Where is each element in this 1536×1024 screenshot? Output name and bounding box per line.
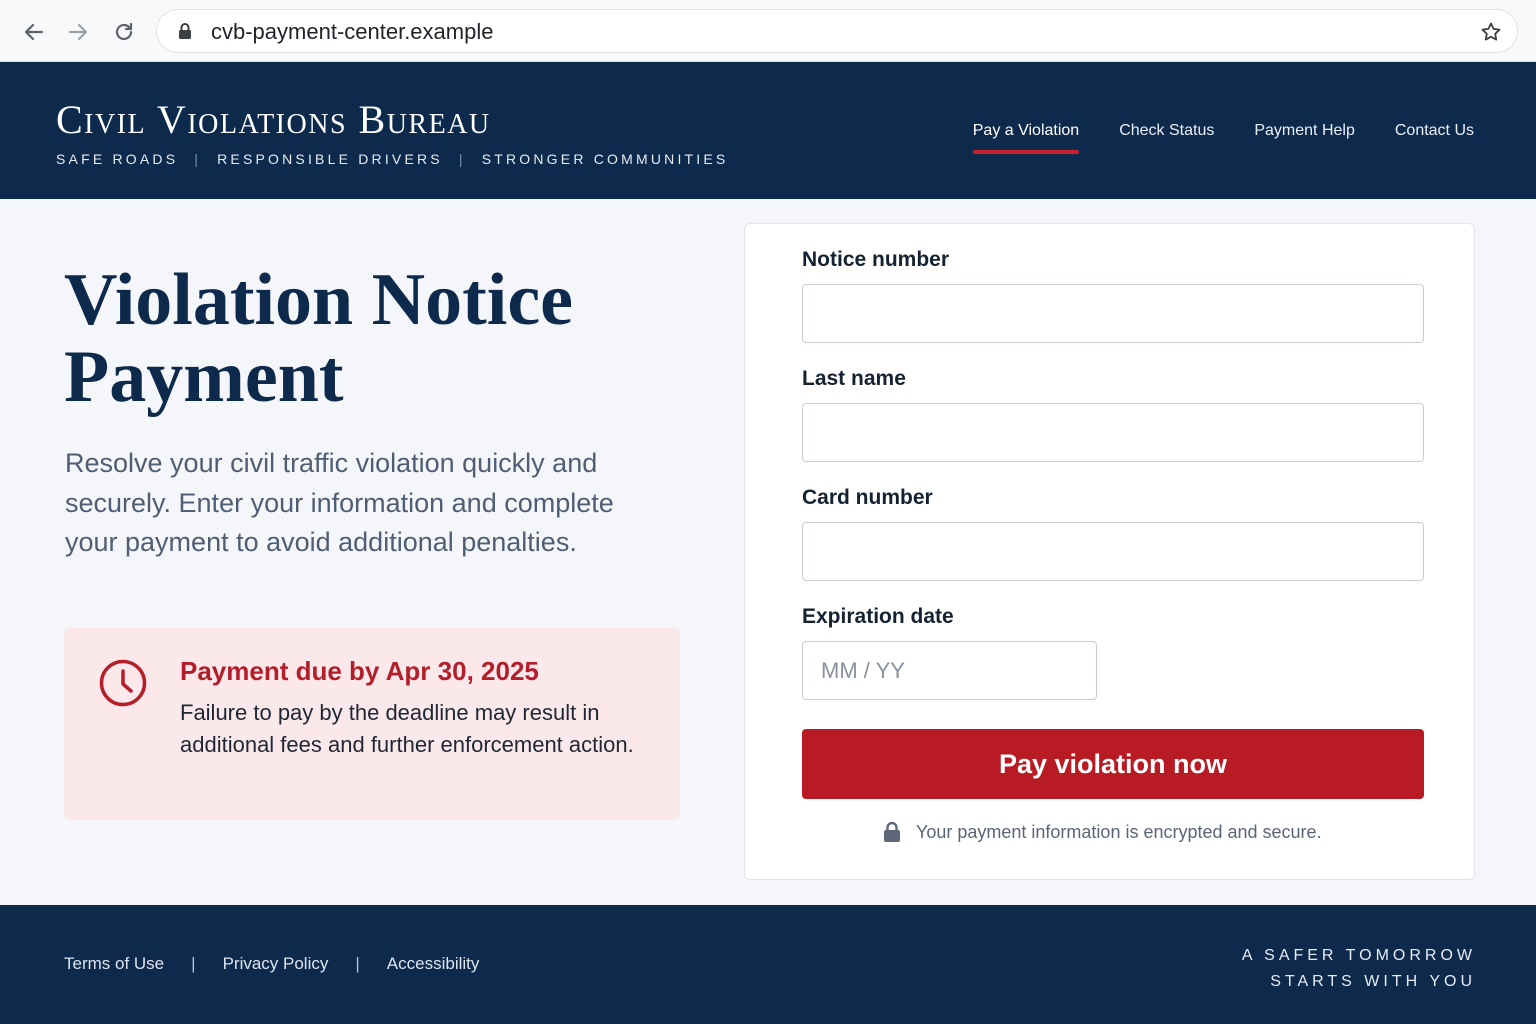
arrow-right-icon [66, 20, 90, 44]
notice-number-label: Notice number [802, 248, 950, 271]
page-title [64, 259, 704, 418]
nav-pay-violation[interactable]: Pay a Violation [973, 122, 1079, 154]
last-name-input[interactable] [802, 403, 1424, 462]
page-description: Resolve your civil traffic violation quickly and securely. Enter your information and complete your payment to avoid additional penalties. [65, 448, 614, 557]
secure-note-text: Your payment information is encrypted and secure. [916, 821, 1322, 842]
divider: | [355, 954, 360, 973]
page-title-line2: Payment [64, 336, 344, 418]
payment-form-card [744, 223, 1475, 880]
footer-slogan-line1: A SAFER TOMORROW [1241, 947, 1476, 964]
secure-note [882, 821, 1322, 843]
footer-slogan-line2: STARTS WITH YOU [1270, 973, 1476, 990]
due-date-alert [64, 628, 680, 820]
main-nav [973, 122, 1474, 154]
footer-link-accessibility[interactable]: Accessibility [386, 954, 480, 973]
star-icon[interactable] [1479, 20, 1503, 44]
notice-number-input[interactable] [802, 284, 1424, 343]
expiration-date-label: Expiration date [802, 605, 954, 628]
clock-icon [98, 658, 148, 708]
address-bar[interactable] [156, 9, 1518, 53]
footer-link-privacy[interactable]: Privacy Policy [222, 954, 329, 973]
footer-slogan [1242, 943, 1476, 995]
footer-links [64, 954, 479, 974]
card-number-label: Card number [802, 486, 933, 509]
last-name-label: Last name [802, 367, 906, 390]
nav-check-status[interactable]: Check Status [1119, 122, 1215, 139]
back-button[interactable] [14, 12, 54, 52]
browser-toolbar [0, 0, 1536, 62]
url-text: cvb-payment-center.example [211, 19, 494, 44]
reload-button[interactable] [104, 12, 144, 52]
forward-button[interactable] [58, 12, 98, 52]
card-number-input[interactable] [802, 522, 1424, 581]
alert-title: Payment due by Apr 30, 2025 [180, 656, 539, 686]
expiration-date-input[interactable] [802, 641, 1097, 700]
arrow-left-icon [22, 20, 46, 44]
page-title-line1: Violation Notice [64, 259, 574, 341]
nav-payment-help[interactable]: Payment Help [1254, 122, 1355, 139]
tagline-item: STRONGER COMMUNITIES [481, 151, 729, 167]
lock-icon [882, 821, 902, 843]
brand-title[interactable]: Civil Violations Bureau [56, 97, 491, 142]
footer-link-terms[interactable]: Terms of Use [64, 954, 165, 973]
tagline-item: SAFE ROADS [56, 151, 179, 167]
reload-icon [112, 20, 136, 44]
lock-icon [175, 21, 195, 41]
pay-violation-button[interactable]: Pay violation now [802, 729, 1424, 799]
alert-text: Failure to pay by the deadline may result in additional fees and further enforcement action. [180, 700, 634, 757]
brand-tagline: SAFE ROADS | RESPONSIBLE DRIVERS | STRONGER COMMUNITIES [56, 151, 729, 167]
divider: | [191, 954, 196, 973]
site-footer [0, 905, 1536, 1024]
site-header [0, 62, 1536, 199]
tagline-item: RESPONSIBLE DRIVERS [217, 151, 443, 167]
nav-contact-us[interactable]: Contact Us [1394, 122, 1474, 139]
